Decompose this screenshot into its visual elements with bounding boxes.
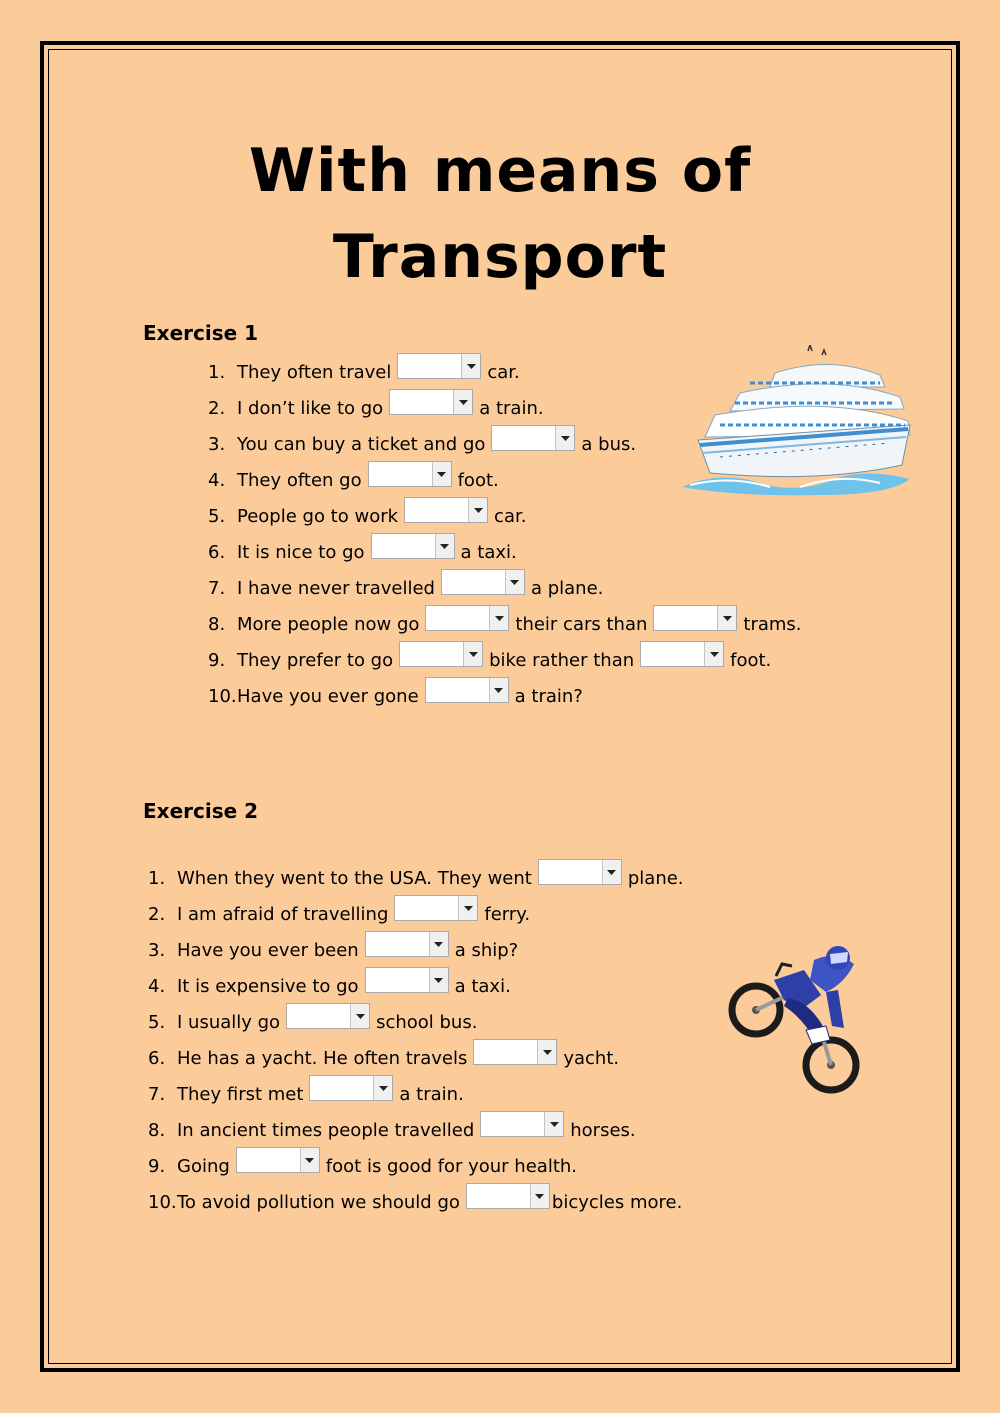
answer-dropdown[interactable]: [236, 1147, 320, 1173]
chevron-down-icon[interactable]: [555, 426, 574, 450]
answer-dropdown[interactable]: [286, 1003, 370, 1029]
exercise-2-heading: Exercise 2: [143, 799, 259, 823]
chevron-down-icon[interactable]: [468, 498, 487, 522]
sentence-text: a train.: [479, 397, 544, 419]
answer-dropdown[interactable]: [425, 605, 509, 631]
list-item: [208, 357, 520, 387]
chevron-down-icon[interactable]: [432, 462, 451, 486]
answer-dropdown[interactable]: [365, 967, 449, 993]
list-item: [148, 935, 518, 965]
exercise-1-heading: Exercise 1: [143, 321, 259, 345]
item-number: 5.: [148, 1011, 166, 1033]
chevron-down-icon[interactable]: [429, 932, 448, 956]
answer-dropdown[interactable]: [441, 569, 525, 595]
list-item: [148, 971, 511, 1001]
sentence-text: foot.: [730, 649, 772, 671]
sentence-text: school bus.: [376, 1011, 478, 1033]
item-number: 10.: [208, 685, 237, 707]
item-number: 7.: [148, 1083, 166, 1105]
list-item: [148, 1187, 682, 1217]
sentence-text: car.: [494, 505, 527, 527]
answer-dropdown[interactable]: [365, 931, 449, 957]
chevron-down-icon[interactable]: [530, 1184, 549, 1208]
sentence-text: their cars than: [515, 613, 648, 635]
sentence-text: I don’t like to go: [237, 397, 384, 419]
list-item: [208, 681, 583, 711]
chevron-down-icon[interactable]: [300, 1148, 319, 1172]
sentence-text: I usually go: [177, 1011, 281, 1033]
item-number: 3.: [208, 433, 226, 455]
item-number: 8.: [208, 613, 226, 635]
item-number: 10.: [148, 1191, 177, 1213]
answer-dropdown[interactable]: [538, 859, 622, 885]
sentence-text: Going: [177, 1155, 230, 1177]
answer-dropdown[interactable]: [397, 353, 481, 379]
list-item: [208, 609, 802, 639]
chevron-down-icon[interactable]: [544, 1112, 563, 1136]
sentence-text: ferry.: [484, 903, 531, 925]
answer-dropdown[interactable]: [389, 389, 473, 415]
list-item: [208, 501, 526, 531]
cruise-ship-image: [680, 345, 916, 497]
sentence-text: It is expensive to go: [177, 975, 359, 997]
sentence-text: They first met: [177, 1083, 304, 1105]
sentence-text: car.: [487, 361, 520, 383]
answer-dropdown[interactable]: [491, 425, 575, 451]
sentence-text: Have you ever gone: [237, 685, 419, 707]
answer-dropdown[interactable]: [473, 1039, 557, 1065]
answer-dropdown[interactable]: [371, 533, 455, 559]
item-number: 8.: [148, 1119, 166, 1141]
list-item: [148, 1115, 636, 1145]
sentence-text: trams.: [743, 613, 802, 635]
list-item: [148, 899, 530, 929]
sentence-text: bicycles more.: [551, 1191, 683, 1213]
item-number: 6.: [208, 541, 226, 563]
sentence-text: plane.: [627, 867, 684, 889]
chevron-down-icon[interactable]: [429, 968, 448, 992]
item-number: 9.: [208, 649, 226, 671]
answer-dropdown[interactable]: [368, 461, 452, 487]
motorbike-image: [726, 940, 876, 1100]
sentence-text: In ancient times people travelled: [177, 1119, 475, 1141]
sentence-text: They prefer to go: [237, 649, 394, 671]
answer-dropdown[interactable]: [466, 1183, 550, 1209]
chevron-down-icon[interactable]: [704, 642, 723, 666]
list-item: [208, 573, 603, 603]
sentence-text: He has a yacht. He often travels: [177, 1047, 468, 1069]
sentence-text: a train.: [399, 1083, 464, 1105]
sentence-text: yacht.: [563, 1047, 620, 1069]
list-item: [148, 1043, 619, 1073]
list-item: [208, 465, 499, 495]
answer-dropdown[interactable]: [653, 605, 737, 631]
item-number: 4.: [208, 469, 226, 491]
answer-dropdown[interactable]: [394, 895, 478, 921]
chevron-down-icon[interactable]: [717, 606, 736, 630]
answer-dropdown[interactable]: [425, 677, 509, 703]
chevron-down-icon[interactable]: [463, 642, 482, 666]
sentence-text: Have you ever been: [177, 939, 359, 961]
chevron-down-icon[interactable]: [537, 1040, 556, 1064]
item-number: 2.: [208, 397, 226, 419]
sentence-text: When they went to the USA. They went: [177, 867, 532, 889]
list-item: [148, 863, 684, 893]
item-number: 2.: [148, 903, 166, 925]
list-item: [208, 393, 544, 423]
sentence-text: horses.: [570, 1119, 636, 1141]
item-number: 9.: [148, 1155, 166, 1177]
sentence-text: foot.: [457, 469, 499, 491]
chevron-down-icon[interactable]: [458, 896, 477, 920]
sentence-text: foot is good for your health.: [325, 1155, 578, 1177]
answer-dropdown[interactable]: [640, 641, 724, 667]
answer-dropdown[interactable]: [480, 1111, 564, 1137]
chevron-down-icon[interactable]: [373, 1076, 392, 1100]
title-line-2: Transport: [332, 222, 668, 292]
sentence-text: a ship?: [454, 939, 519, 961]
page-title: [0, 128, 1000, 300]
sentence-text: To avoid pollution we should go: [177, 1191, 460, 1213]
sentence-text: bike rather than: [489, 649, 635, 671]
list-item: [208, 537, 517, 567]
sentence-text: They often go: [237, 469, 362, 491]
sentence-text: a plane.: [530, 577, 604, 599]
sentence-text: More people now go: [237, 613, 420, 635]
item-number: 1.: [208, 361, 226, 383]
sentence-text: People go to work: [237, 505, 399, 527]
item-number: 1.: [148, 867, 166, 889]
chevron-down-icon[interactable]: [453, 390, 472, 414]
list-item: [208, 645, 771, 675]
list-item: [148, 1079, 464, 1109]
chevron-down-icon[interactable]: [461, 354, 480, 378]
chevron-down-icon[interactable]: [489, 678, 508, 702]
sentence-text: You can buy a ticket and go: [237, 433, 486, 455]
sentence-text: I have never travelled: [237, 577, 435, 599]
title-line-1: With means of: [248, 136, 752, 206]
item-number: 4.: [148, 975, 166, 997]
answer-dropdown[interactable]: [399, 641, 483, 667]
chevron-down-icon[interactable]: [435, 534, 454, 558]
chevron-down-icon[interactable]: [489, 606, 508, 630]
sentence-text: It is nice to go: [237, 541, 365, 563]
sentence-text: They often travel: [237, 361, 392, 383]
item-number: 7.: [208, 577, 226, 599]
answer-dropdown[interactable]: [309, 1075, 393, 1101]
sentence-text: a taxi.: [460, 541, 517, 563]
answer-dropdown[interactable]: [404, 497, 488, 523]
sentence-text: I am afraid of travelling: [177, 903, 389, 925]
list-item: [148, 1007, 477, 1037]
list-item: [148, 1151, 577, 1181]
chevron-down-icon[interactable]: [505, 570, 524, 594]
item-number: 6.: [148, 1047, 166, 1069]
sentence-text: a bus.: [581, 433, 637, 455]
item-number: 5.: [208, 505, 226, 527]
sentence-text: a train?: [514, 685, 583, 707]
sentence-text: a taxi.: [454, 975, 511, 997]
chevron-down-icon[interactable]: [602, 860, 621, 884]
item-number: 3.: [148, 939, 166, 961]
chevron-down-icon[interactable]: [350, 1004, 369, 1028]
list-item: [208, 429, 636, 459]
